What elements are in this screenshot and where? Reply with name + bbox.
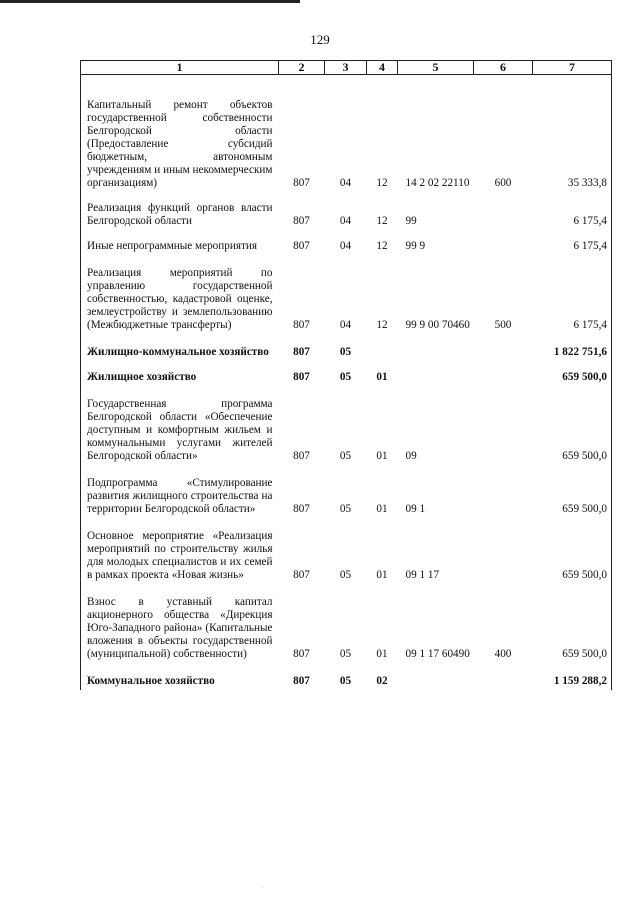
row-admin-code: 807 [293,569,310,581]
table-row [81,596,612,661]
table-row [81,477,612,516]
row-expense-type: 600 [494,177,512,189]
row-expense-type [474,675,533,688]
row-spacer [81,582,612,596]
row-spacer [81,253,612,267]
row-subsection: 01 [376,371,388,383]
row-target-code: 99 9 00 70460 [405,319,470,331]
row-name: Капитальный ремонт объектов государственной собственности Белгородской области (Предоставление субсидий бюджетным, автономным учреждениям и иным некоммерческим организациям) [81,99,279,190]
row-section: 05 [339,648,352,660]
row-subsection: 12 [376,240,388,252]
row-target-code: 09 1 [405,503,426,515]
row-spacer [81,190,612,202]
row-admin-code: 807 [293,675,310,687]
row-name: Реализация функций органов власти Белгородской области [81,202,279,228]
row-target-code: 99 9 [405,240,426,252]
row-name: Реализация мероприятий по управлению государственной собственностью, кадастровой оценке, землеустройству и землепользованию (Межбюджетные трансферты) [81,267,279,332]
row-subsection: 12 [376,215,388,227]
table-row [81,371,612,384]
row-spacer [81,332,612,346]
row-target-code: 09 [405,450,417,462]
row-amount: 659 500,0 [533,477,612,516]
row-admin-code: 807 [293,177,310,189]
row-amount: 35 333,8 [533,99,612,190]
row-section: 04 [339,240,352,252]
table-row [81,530,612,582]
row-subsection: 01 [376,503,388,515]
row-admin-code: 807 [293,648,310,660]
header-col-4: 4 [367,61,398,75]
row-target-code: 99 [405,215,417,227]
row-expense-type [474,202,533,228]
top-rule [0,0,300,3]
header-col-1: 1 [81,61,279,75]
row-expense-type [474,530,533,582]
row-name: Основное мероприятие «Реализация мероприятий по строительству жилья для молодых специалистов и их семей в рамках проекта «Новая жизнь» [81,530,279,582]
row-spacer [81,688,612,690]
header-col-6: 6 [474,61,533,75]
row-admin-code: 807 [293,450,310,462]
row-name: Коммунальное хозяйство [81,675,279,688]
row-name: Жилищное хозяйство [81,371,279,384]
row-amount: 659 500,0 [533,596,612,661]
header-col-7: 7 [533,61,612,75]
table-row [81,99,612,190]
row-expense-type [474,371,533,384]
row-subsection: 01 [376,569,388,581]
row-spacer [81,516,612,530]
row-spacer [81,228,612,240]
row-amount: 6 175,4 [533,202,612,228]
header-col-2: 2 [279,61,325,75]
row-amount: 659 500,0 [533,371,612,384]
row-section: 05 [339,503,352,515]
row-spacer [81,384,612,398]
row-subsection: 12 [376,319,388,331]
row-admin-code: 807 [293,371,310,383]
row-target-code [398,675,474,688]
table-row [81,240,612,253]
row-expense-type [474,240,533,253]
page-number: 129 [310,32,330,47]
row-section: 05 [339,569,352,581]
table-row [81,398,612,463]
row-admin-code: 807 [293,346,310,358]
row-amount: 1 822 751,6 [533,346,612,359]
row-spacer [81,359,612,371]
row-name: Жилищно-коммунальное хозяйство [81,346,279,359]
row-expense-type: 500 [494,319,512,331]
table-row [81,675,612,688]
row-admin-code: 807 [293,319,310,331]
row-amount: 6 175,4 [533,267,612,332]
row-spacer [81,661,612,675]
header-col-3: 3 [325,61,367,75]
row-section: 05 [339,346,352,358]
row-amount: 6 175,4 [533,240,612,253]
row-subsection [367,346,398,359]
row-target-code [398,371,474,384]
table-body [81,75,612,691]
row-spacer [81,463,612,477]
row-name: Подпрограмма «Стимулирование развития жилищного строительства на территории Белгородской области» [81,477,279,516]
budget-table [80,60,612,690]
row-amount: 659 500,0 [533,398,612,463]
row-spacer [81,75,612,100]
footer-mark: . [262,882,264,890]
row-subsection: 01 [376,450,388,462]
row-expense-type [474,398,533,463]
row-section: 04 [339,177,352,189]
row-target-code: 09 1 17 60490 [405,648,470,660]
row-target-code: 09 1 17 [405,569,440,581]
row-subsection: 02 [376,675,388,687]
row-admin-code: 807 [293,503,310,515]
row-subsection: 01 [376,648,388,660]
row-target-code: 14 2 02 22110 [405,177,470,189]
row-amount: 1 159 288,2 [533,675,612,688]
row-subsection: 12 [376,177,388,189]
row-section: 05 [339,675,352,687]
table-row [81,346,612,359]
header-col-5: 5 [398,61,474,75]
row-amount: 659 500,0 [533,530,612,582]
row-admin-code: 807 [293,215,310,227]
row-admin-code: 807 [293,240,310,252]
row-section: 05 [339,371,352,383]
row-expense-type [474,346,533,359]
table-header-row [81,61,612,75]
row-name: Государственная программа Белгородской области «Обеспечение доступным и комфортным жильем и коммунальными услугами жителей Белгородской области» [81,398,279,463]
row-expense-type [474,477,533,516]
row-expense-type: 400 [494,648,512,660]
row-name: Взнос в уставный капитал акционерного общества «Дирекция Юго-Западного района» (Капитальные вложения в объекты государственной (муниципальной) собственности) [81,596,279,661]
row-name: Иные непрограммные мероприятия [81,240,279,253]
table-row [81,202,612,228]
row-section: 04 [339,215,352,227]
row-section: 04 [339,319,352,331]
table-row [81,267,612,332]
row-target-code [398,346,474,359]
row-section: 05 [339,450,352,462]
